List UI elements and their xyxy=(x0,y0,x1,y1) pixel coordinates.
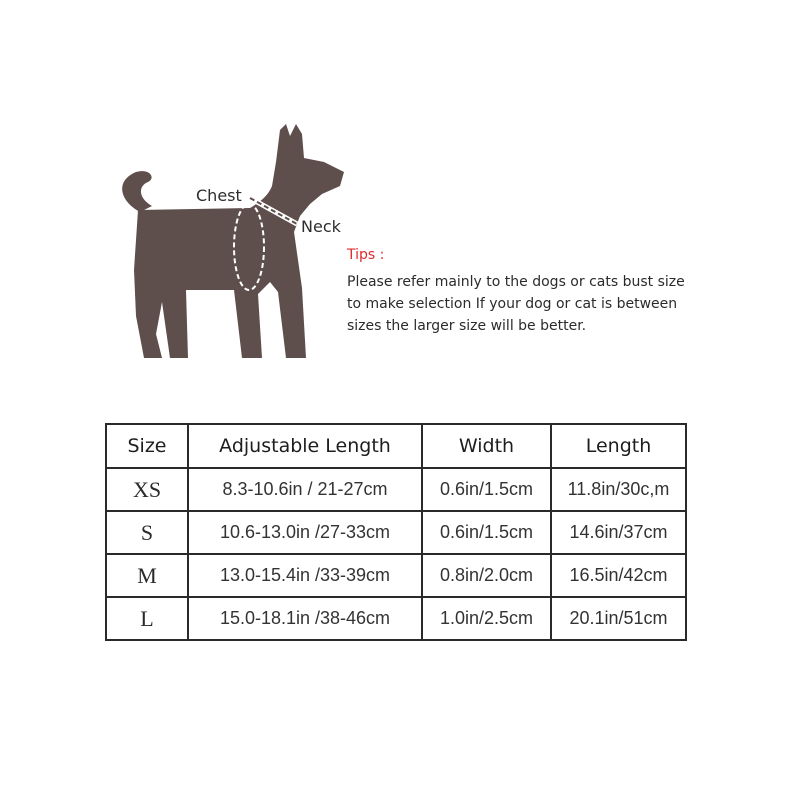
cell-length: 16.5in/42cm xyxy=(551,554,686,597)
tips-title: Tips : xyxy=(347,247,385,263)
chest-label: Chest xyxy=(196,186,242,205)
header-adjustable-length: Adjustable Length xyxy=(188,424,422,468)
cell-size: XS xyxy=(106,468,188,511)
cell-adjustable-length: 15.0-18.1in /38-46cm xyxy=(188,597,422,640)
cell-length: 20.1in/51cm xyxy=(551,597,686,640)
tips-line: sizes the larger size will be better. xyxy=(347,318,587,334)
table-row xyxy=(106,597,686,640)
cell-size: M xyxy=(106,554,188,597)
table-header-row xyxy=(106,424,686,468)
cell-adjustable-length: 8.3-10.6in / 21-27cm xyxy=(188,468,422,511)
neck-label: Neck xyxy=(301,217,341,236)
cell-width: 0.8in/2.0cm xyxy=(422,554,551,597)
cell-width: 0.6in/1.5cm xyxy=(422,468,551,511)
cell-size: L xyxy=(106,597,188,640)
cell-width: 1.0in/2.5cm xyxy=(422,597,551,640)
cell-adjustable-length: 10.6-13.0in /27-33cm xyxy=(188,511,422,554)
cell-width: 0.6in/1.5cm xyxy=(422,511,551,554)
cell-length: 14.6in/37cm xyxy=(551,511,686,554)
header-width: Width xyxy=(422,424,551,468)
header-size: Size xyxy=(106,424,188,468)
dog-illustration xyxy=(110,120,360,365)
table-row xyxy=(106,468,686,511)
cell-size: S xyxy=(106,511,188,554)
table-row xyxy=(106,511,686,554)
cell-length: 11.8in/30c,m xyxy=(551,468,686,511)
cell-adjustable-length: 13.0-15.4in /33-39cm xyxy=(188,554,422,597)
size-chart-table xyxy=(105,423,687,641)
tips-section xyxy=(347,245,707,337)
tips-line: Please refer mainly to the dogs or cats bust size xyxy=(347,274,685,290)
dog-silhouette-icon xyxy=(110,120,360,365)
header-length: Length xyxy=(551,424,686,468)
table-row xyxy=(106,554,686,597)
tips-line: to make selection If your dog or cat is between xyxy=(347,296,678,312)
